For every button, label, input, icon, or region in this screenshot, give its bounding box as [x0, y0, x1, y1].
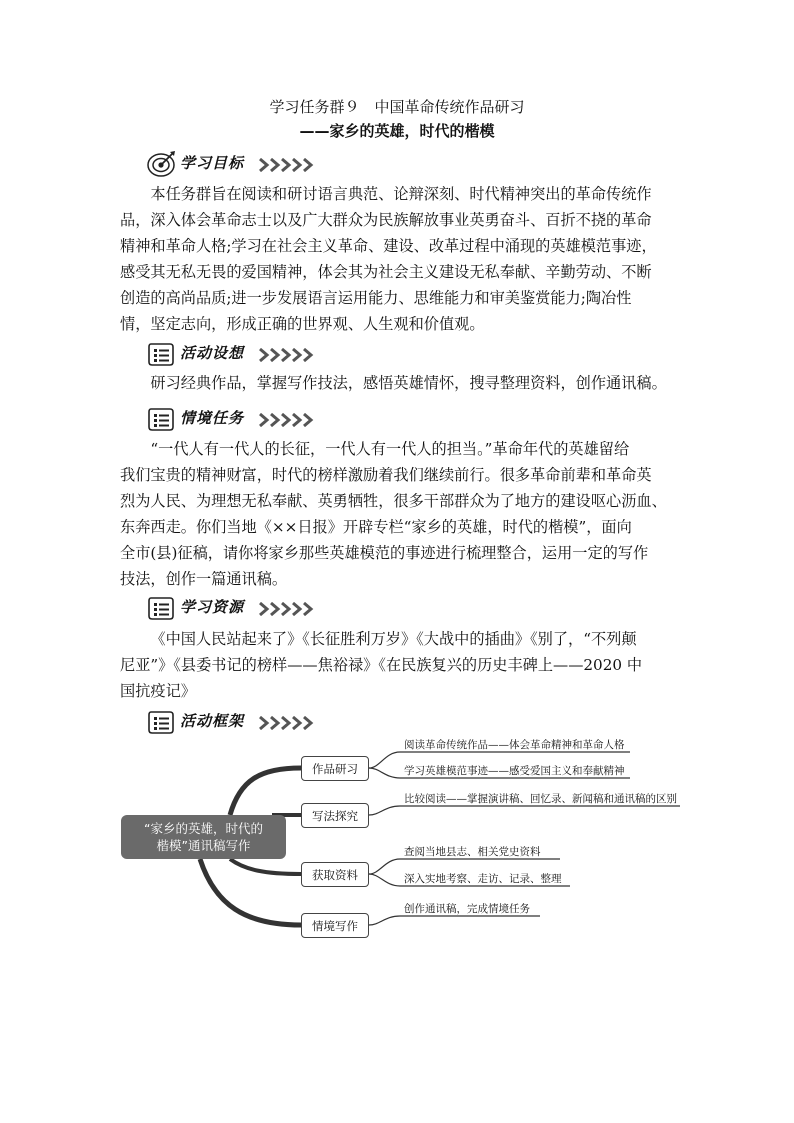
section-heading-label: 活动框架	[180, 712, 245, 730]
center-node-line: “家乡的英雄，时代的	[144, 821, 263, 836]
mindmap-branch-node: 写法探究	[301, 803, 369, 828]
text-line: 品，深入体会革命志士以及广大群众为民族解放事业英勇奋斗、百折不挠的革命	[120, 211, 652, 229]
mindmap-branch-node: 情境写作	[301, 913, 369, 938]
center-node-line: 楷模”通讯稿写作	[156, 838, 251, 853]
text-line: 感受其无私无畏的爱国精神，体会其为社会主义建设无私奉献、辛勤劳动、不断	[120, 263, 652, 281]
text-line: 我们宝贵的精神财富，时代的榜样激励着我们继续前行。很多革命前辈和革命英	[120, 466, 652, 484]
text-line: 本任务群旨在阅读和研讨语言典范、论辩深刻、时代精神突出的革命传统作	[150, 185, 652, 203]
text-line: 精神和革命人格;学习在社会主义革命、建设、改革过程中涌现的英雄模范事迹，	[120, 237, 657, 255]
text-line: 创造的高尚品质;进一步发展语言运用能力、思维能力和审美鉴赏能力;陶冶性	[120, 289, 632, 307]
section-heading-label: 学习目标	[180, 154, 245, 172]
text-line: “一代人有一代人的长征，一代人有一代人的担当。”革命年代的英雄留给	[150, 440, 630, 458]
text-line: 烈为人民、为理想无私奉献、英勇牺牲，很多干部群众为了地方的建设呕心沥血、	[120, 492, 667, 510]
section-heading-label: 情境任务	[180, 409, 245, 427]
page-subtitle: ——家乡的英雄，时代的楷模	[299, 122, 495, 140]
mindmap-leaf: 学习英雄模范事迹——感受爱国主义和奉献精神	[404, 765, 625, 777]
section-heading-label: 活动设想	[180, 344, 245, 362]
text-line: 尼亚”》《县委书记的榜样——焦裕禄》《在民族复兴的历史丰碑上——2020 中	[120, 656, 643, 674]
section-heading-label: 学习资源	[180, 598, 245, 616]
text-line: 情，坚定志向，形成正确的世界观、人生观和价值观。	[120, 315, 485, 333]
mindmap-branch-node: 获取资料	[301, 862, 369, 887]
mindmap-leaf: 深入实地考察、走访、记录、整理	[404, 873, 562, 885]
text-line: 技法，创作一篇通讯稿。	[120, 570, 288, 588]
mindmap-leaf: 阅读革命传统作品——体会革命精神和革命人格	[404, 739, 625, 751]
mindmap-leaf: 查阅当地县志、相关党史资料	[404, 846, 541, 858]
page-title: 学习任务群９ 中国革命传统作品研习	[269, 98, 525, 116]
text-line: 东奔西走。你们当地《××日报》开辟专栏“家乡的英雄，时代的楷模”，面向	[120, 518, 632, 536]
mindmap-center-node	[121, 815, 286, 859]
text-line: 研习经典作品，掌握写作技法，感悟英雄情怀，搜寻整理资料，创作通讯稿。	[150, 374, 667, 392]
mindmap-leaf: 比较阅读——掌握演讲稿、回忆录、新闻稿和通讯稿的区别	[404, 793, 677, 805]
mindmap-branch-node: 作品研习	[301, 756, 369, 781]
text-line: 《中国人民站起来了》《长征胜利万岁》《大战中的插曲》《别了，“不列颠	[150, 630, 637, 648]
text-line: 国抗疫记》	[120, 682, 196, 700]
mindmap-leaf: 创作通讯稿，完成情境任务	[404, 903, 530, 915]
text-line: 全市(县)征稿，请你将家乡那些英雄模范的事迹进行梳理整合，运用一定的写作	[120, 544, 649, 562]
